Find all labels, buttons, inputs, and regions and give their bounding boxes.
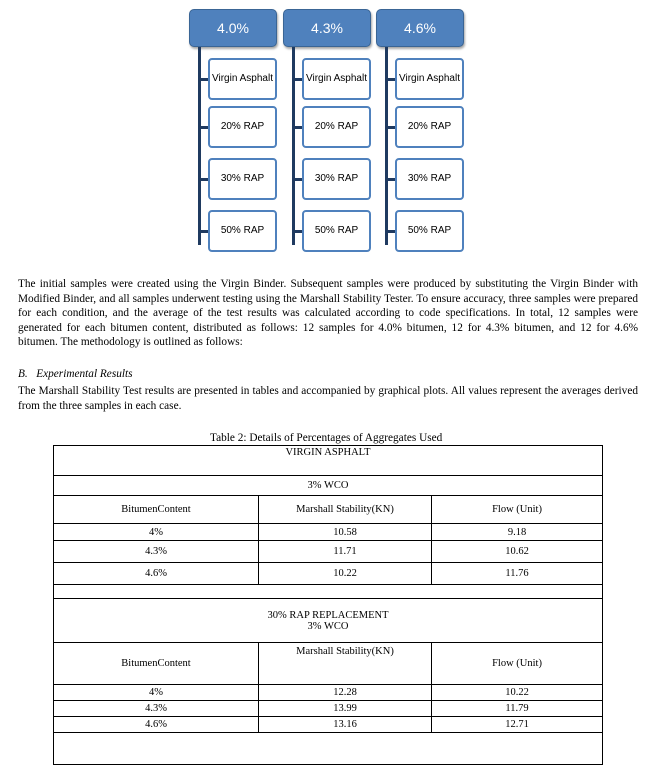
cell-stability: 11.71 — [259, 541, 432, 563]
cell-stability: 10.58 — [259, 524, 432, 541]
results-paragraph: The Marshall Stability Test results are presented in tables and accompanied by graphical plots. All values represent the averages derived from the three samples in each case. — [18, 385, 638, 412]
connector-line — [292, 178, 302, 181]
cell-bitumen: 4% — [54, 685, 259, 701]
connector-line — [385, 126, 395, 129]
section-heading — [18, 368, 133, 380]
bitumen-hierarchy-diagram — [0, 0, 663, 265]
table-row — [54, 717, 603, 733]
table-row — [54, 685, 603, 701]
connector-line — [292, 230, 302, 233]
cell-flow: 10.22 — [432, 685, 603, 701]
cell-bitumen: 4.6% — [54, 717, 259, 733]
cell-stability: 13.16 — [259, 717, 432, 733]
connector-line — [198, 78, 208, 81]
cell-stability: 13.99 — [259, 701, 432, 717]
cell-flow: 10.62 — [432, 541, 603, 563]
block-title: VIRGIN ASPHALT — [54, 446, 603, 476]
cell-flow: 11.79 — [432, 701, 603, 717]
section-label: B. — [18, 368, 28, 380]
connector-line — [198, 47, 201, 245]
child-box: 20% RAP — [302, 106, 371, 148]
cell-flow: 9.18 — [432, 524, 603, 541]
connector-line — [385, 230, 395, 233]
table-row — [54, 563, 603, 585]
cell-flow: 12.71 — [432, 717, 603, 733]
block-subtitle: 3% WCO — [54, 476, 603, 496]
table-caption: Table 2: Details of Percentages of Aggregates Used — [210, 432, 443, 444]
cell-bitumen: 4.6% — [54, 563, 259, 585]
col-header-bitumen: BitumenContent — [54, 643, 259, 685]
child-box: Virgin Asphalt — [208, 58, 277, 100]
connector-line — [292, 47, 295, 245]
spacer-row — [54, 733, 603, 765]
cell-bitumen: 4% — [54, 524, 259, 541]
col-header-flow: Flow (Unit) — [432, 496, 603, 524]
results-table-rap — [53, 598, 603, 765]
child-box: 50% RAP — [395, 210, 464, 252]
table-row — [54, 524, 603, 541]
col-header-stability: Marshall Stability(KN) — [259, 643, 432, 685]
cell-stability: 12.28 — [259, 685, 432, 701]
header-box-4-3: 4.3% — [283, 9, 371, 47]
col-header-flow: Flow (Unit) — [432, 643, 603, 685]
child-box: 20% RAP — [208, 106, 277, 148]
block-subtitle: 3% WCO — [54, 621, 603, 643]
header-box-4-0: 4.0% — [189, 9, 277, 47]
child-box: 30% RAP — [208, 158, 277, 200]
child-box: 50% RAP — [208, 210, 277, 252]
connector-line — [385, 47, 388, 245]
connector-line — [198, 126, 208, 129]
child-box: 50% RAP — [302, 210, 371, 252]
section-title: Experimental Results — [36, 368, 133, 380]
cell-stability: 10.22 — [259, 563, 432, 585]
block-title: 30% RAP REPLACEMENT — [54, 599, 603, 621]
connector-line — [198, 178, 208, 181]
col-header-bitumen: BitumenContent — [54, 496, 259, 524]
cell-bitumen: 4.3% — [54, 541, 259, 563]
table-row — [54, 541, 603, 563]
cell-flow: 11.76 — [432, 563, 603, 585]
child-box: Virgin Asphalt — [302, 58, 371, 100]
connector-line — [385, 178, 395, 181]
connector-line — [198, 230, 208, 233]
child-box: 20% RAP — [395, 106, 464, 148]
child-box: Virgin Asphalt — [395, 58, 464, 100]
methodology-paragraph: The initial samples were created using the Virgin Binder. Subsequent samples were produced by substituting the Virgin Binder with Modified Binder, and all samples underwent testing using the Marshall Stability Tester. To ensure accuracy, three samples were prepared for each condition, and the average of the test results was calculated according to code specifications. In total, 12 samples were generated for each bitumen content, distributed as follows: 12 samples for 4.0% bitumen, 12 for 4.3% bitumen, and 12 for 4.6% bitumen. The methodology is outlined as follows: — [18, 278, 638, 349]
connector-line — [292, 126, 302, 129]
table-row — [54, 701, 603, 717]
col-header-stability: Marshall Stability(KN) — [259, 496, 432, 524]
cell-bitumen: 4.3% — [54, 701, 259, 717]
results-table-virgin — [53, 445, 603, 599]
child-box: 30% RAP — [395, 158, 464, 200]
child-box: 30% RAP — [302, 158, 371, 200]
connector-line — [385, 78, 395, 81]
spacer-row — [54, 585, 603, 599]
header-box-4-6: 4.6% — [376, 9, 464, 47]
connector-line — [292, 78, 302, 81]
